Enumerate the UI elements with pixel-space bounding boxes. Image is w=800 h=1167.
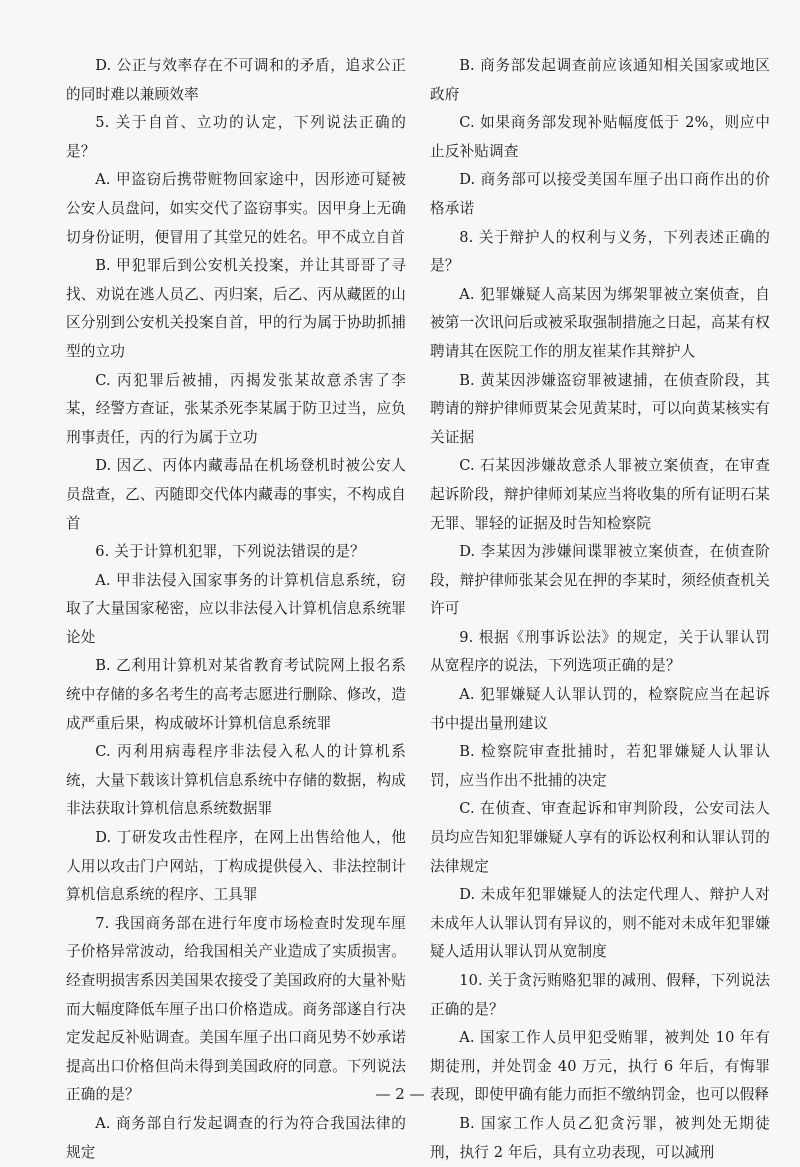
answer-option: B. 商务部发起调查前应该通知相关国家或地区政府	[430, 57, 770, 103]
answer-option: A. 国家工作人员甲犯受贿罪，被判处 10 年有期徒刑，并处罚金 40 万元，执行 6 年后，有悔罪表现，即使甲确有能力而拒不缴纳罚金，也可以假释	[430, 1029, 770, 1104]
answer-option: A. 甲非法侵入国家事务的计算机信息系统，窃取了大量国家秘密，应以非法侵入计算机信息系统罪论处	[66, 571, 406, 646]
right-column	[430, 52, 770, 1167]
answer-option: B. 国家工作人员乙犯贪污罪，被判处无期徒刑，执行 2 年后，具有立功表现，可以减刑	[430, 1114, 770, 1161]
answer-option: C. 丙犯罪后被捕，丙揭发张某故意杀害了李某，经警方查证，张某杀死李某属于防卫过当，应负刑事责任，丙的行为属于立功	[66, 371, 406, 446]
answer-option: A. 犯罪嫌疑人高某因为绑架罪被立案侦查，自被第一次讯问后或被采取强制措施之日起，高某有权聘请其在医院工作的朋友崔某作其辩护人	[430, 285, 770, 360]
question-stem: 9. 根据《刑事诉讼法》的规定，关于认罪认罚从宽程序的说法，下列选项正确的是？	[430, 628, 770, 675]
question-stem: 10. 关于贪污贿赂犯罪的减刑、假释，下列说法正确的是？	[430, 972, 770, 1018]
answer-option: D. 李某因为涉嫌间谍罪被立案侦查，在侦查阶段，辩护律师张某会见在押的李某时，须经侦查机关许可	[430, 543, 770, 618]
question-stem: 8. 关于辩护人的权利与义务，下列表述正确的是？	[430, 228, 770, 275]
answer-option: A. 甲盗窃后携带赃物回家途中，因形迹可疑被公安人员盘问，如实交代了盗窃事实。因甲身上无确切身份证明，便冒用了其堂兄的姓名。甲不成立自首	[66, 171, 406, 246]
answer-option: B. 乙利用计算机对某省教育考试院网上报名系统中存储的多名考生的高考志愿进行删除、修改，造成严重后果，构成破坏计算机信息系统罪	[66, 657, 406, 732]
page-number: — 2 —	[375, 1085, 425, 1103]
answer-option: B. 甲犯罪后到公安机关投案，并让其哥哥了寻找、劝说在逃人员乙、丙归案，后乙、丙从藏匿的山区分别到公安机关投案自首，甲的行为属于协助抓捕型的立功	[66, 257, 406, 360]
left-column	[66, 52, 406, 1167]
answer-option: A. 犯罪嫌疑人认罪认罚的，检察院应当在起诉书中提出量刑建议	[430, 686, 770, 732]
answer-option: C. 在侦查、审查起诉和审判阶段，公安司法人员均应告知犯罪嫌疑人享有的诉讼权利和认罪认罚的法律规定	[430, 800, 770, 875]
answer-option: D. 因乙、丙体内藏毒品在机场登机时被公安人员盘查，乙、丙随即交代体内藏毒的事实，不构成自首	[66, 457, 406, 532]
answer-option: B. 检察院审查批捕时，若犯罪嫌疑人认罪认罚，应当作出不批捕的决定	[430, 743, 770, 789]
question-stem: 6. 关于计算机犯罪，下列说法错误的是？	[95, 543, 365, 561]
answer-option: D. 未成年犯罪嫌疑人的法定代理人、辩护人对未成年人认罪认罚有异议的，则不能对未成年犯罪嫌疑人适用认罪认罚从宽制度	[430, 886, 770, 961]
question-stem: 7. 我国商务部在进行年度市场检查时发现车厘子价格异常波动，给我国相关产业造成了实质损害。经查明损害系因美国果农接受了美国政府的大量补贴而大幅度降低车厘子出口价格造成。商务部遂自行决定发起反补贴调查。美国车厘子出口商见势不妙承诺提高出口价格但尚未得到美国政府的同意。下列说法正确的是？	[66, 914, 406, 1104]
question-stem: 5. 关于自首、立功的认定，下列说法正确的是？	[66, 114, 406, 160]
answer-option: C. 丙利用病毒程序非法侵入私人的计算机系统，大量下载该计算机信息系统中存储的数据，构成非法获取计算机信息系统数据罪	[66, 743, 406, 818]
answer-option: A. 商务部自行发起调查的行为符合我国法律的规定	[66, 1114, 406, 1161]
answer-option: C. 石某因涉嫌故意杀人罪被立案侦查，在审查起诉阶段，辩护律师刘某应当将收集的所有证明石某无罪、罪轻的证据及时告知检察院	[430, 457, 770, 532]
answer-option: D. 商务部可以接受美国车厘子出口商作出的价格承诺	[430, 171, 770, 217]
answer-option: D. 公正与效率存在不可调和的矛盾，追求公正的同时难以兼顾效率	[66, 57, 406, 103]
answer-option: B. 黄某因涉嫌盗窃罪被逮捕，在侦查阶段，其聘请的辩护律师贾某会见黄某时，可以向黄某核实有关证据	[430, 371, 770, 446]
answer-option: D. 丁研发攻击性程序，在网上出售给他人，他人用以攻击门户网站，丁构成提供侵入、非法控制计算机信息系统的程序、工具罪	[66, 829, 406, 904]
answer-option: C. 如果商务部发现补贴幅度低于 2%，则应中止反补贴调查	[430, 114, 770, 160]
